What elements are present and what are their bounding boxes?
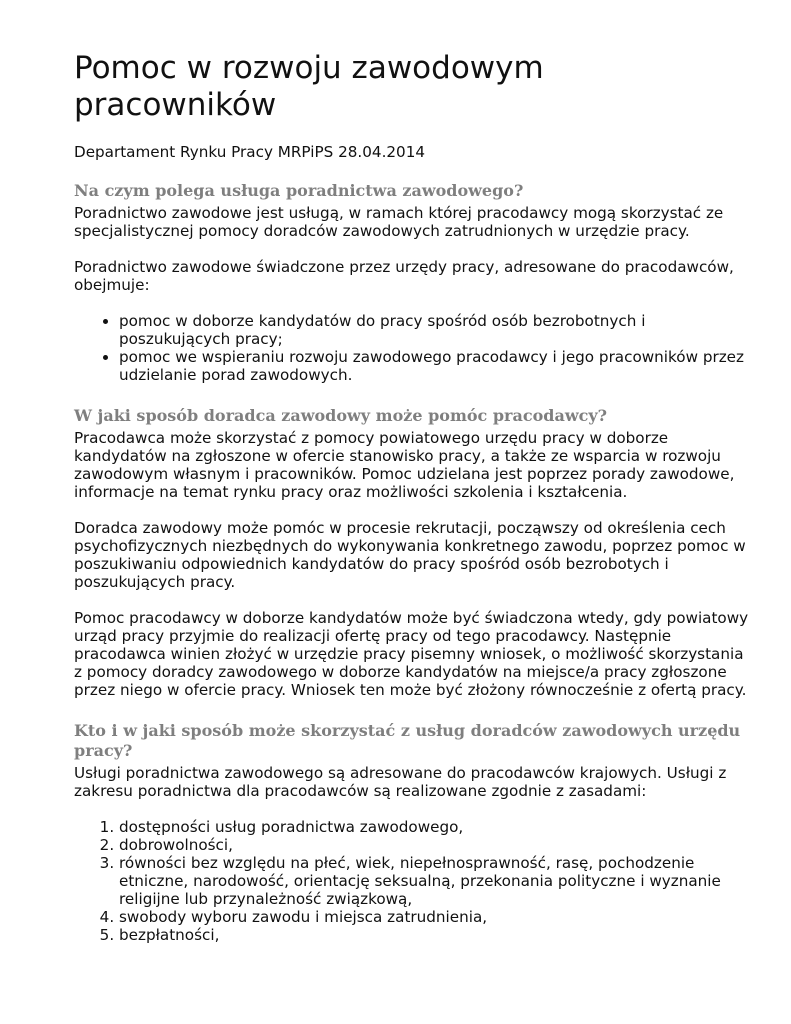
paragraph: Poradnictwo zawodowe świadczone przez urzędy pracy, adresowane do pracodawców, obejmuje:: [74, 258, 734, 294]
document-title: Pomoc w rozwoju zawodowym pracowników: [74, 50, 544, 123]
bullet-list: [74, 312, 754, 384]
list-item: 3. równości bez względu na płeć, wiek, niepełnosprawność, rasę, pochodzenie etniczne, narodowość, orientację seksualną, przekonania polityczne i wyznanie religijne lub przynależność związkową,: [119, 854, 754, 908]
paragraph: Pomoc pracodawcy w doborze kandydatów może być świadczona wtedy, gdy powiatowy urząd pracy przyjmie do realizacji ofertę pracy od tego pracodawcy. Następnie pracodawca winien złożyć w urzędzie pracy pisemny wniosek, o możliwość skorzystania z pomocy doradcy zawodowego w doborze kandydatów na miejsce/a pracy zgłoszone przez niego w ofercie pracy. Wniosek ten może być złożony równocześnie z ofertą pracy.: [74, 609, 749, 699]
list-item: • pomoc w doborze kandydatów do pracy spośród osób bezrobotnych i poszukujących pracy;: [119, 312, 754, 348]
paragraph: Pracodawca może skorzystać z pomocy powiatowego urzędu pracy w doborze kandydatów na zgłoszone w ofercie stanowisko pracy, a także ze wsparcia w rozwoju zawodowym własnym i pracowników. Pomoc udzielana jest poprzez porady zawodowe, informacje na temat rynku pracy oraz możliwości szkolenia i kształcenia.: [74, 429, 735, 501]
list-item: 5. bezpłatności,: [119, 926, 754, 944]
document-subtitle: Departament Rynku Pracy MRPiPS 28.04.2014: [74, 143, 426, 161]
document-page: [74, 50, 754, 962]
section-who-can-use: [74, 721, 754, 944]
paragraph: Doradca zawodowy może pomóc w procesie rekrutacji, począwszy od określenia cech psychofizycznych niezbędnych do wykonywania konkretnego zawodu, poprzez pomoc w poszukiwaniu odpowiednich kandydatów do pracy spośród osób bezrobotych i poszukujących pracy.: [74, 519, 746, 591]
section-heading: Kto i w jaki sposób może skorzystać z usług doradców zawodowych urzędu pracy?: [74, 721, 741, 760]
section-heading: W jaki sposób doradca zawodowy może pomóc pracodawcy?: [74, 406, 608, 425]
numbered-list: [74, 818, 754, 944]
section-heading: Na czym polega usługa poradnictwa zawodowego?: [74, 181, 524, 200]
list-item: 4. swobody wyboru zawodu i miejsca zatrudnienia,: [119, 908, 754, 926]
paragraph: Usługi poradnictwa zawodowego są adresowane do pracodawców krajowych. Usługi z zakresu poradnictwa dla pracodawców są realizowane zgodnie z zasadami:: [74, 764, 727, 800]
list-item: 1. dostępności usług poradnictwa zawodowego,: [119, 818, 754, 836]
list-item: 2. dobrowolności,: [119, 836, 754, 854]
section-service-description: [74, 181, 754, 384]
paragraph: Poradnictwo zawodowe jest usługą, w ramach której pracodawcy mogą skorzystać ze specjalistycznej pomocy doradców zawodowych zatrudnionych w urzędzie pracy.: [74, 204, 724, 240]
section-advisor-help: [74, 406, 754, 699]
list-item: • pomoc we wspieraniu rozwoju zawodowego pracodawcy i jego pracowników przez udzielanie porad zawodowych.: [119, 348, 754, 384]
